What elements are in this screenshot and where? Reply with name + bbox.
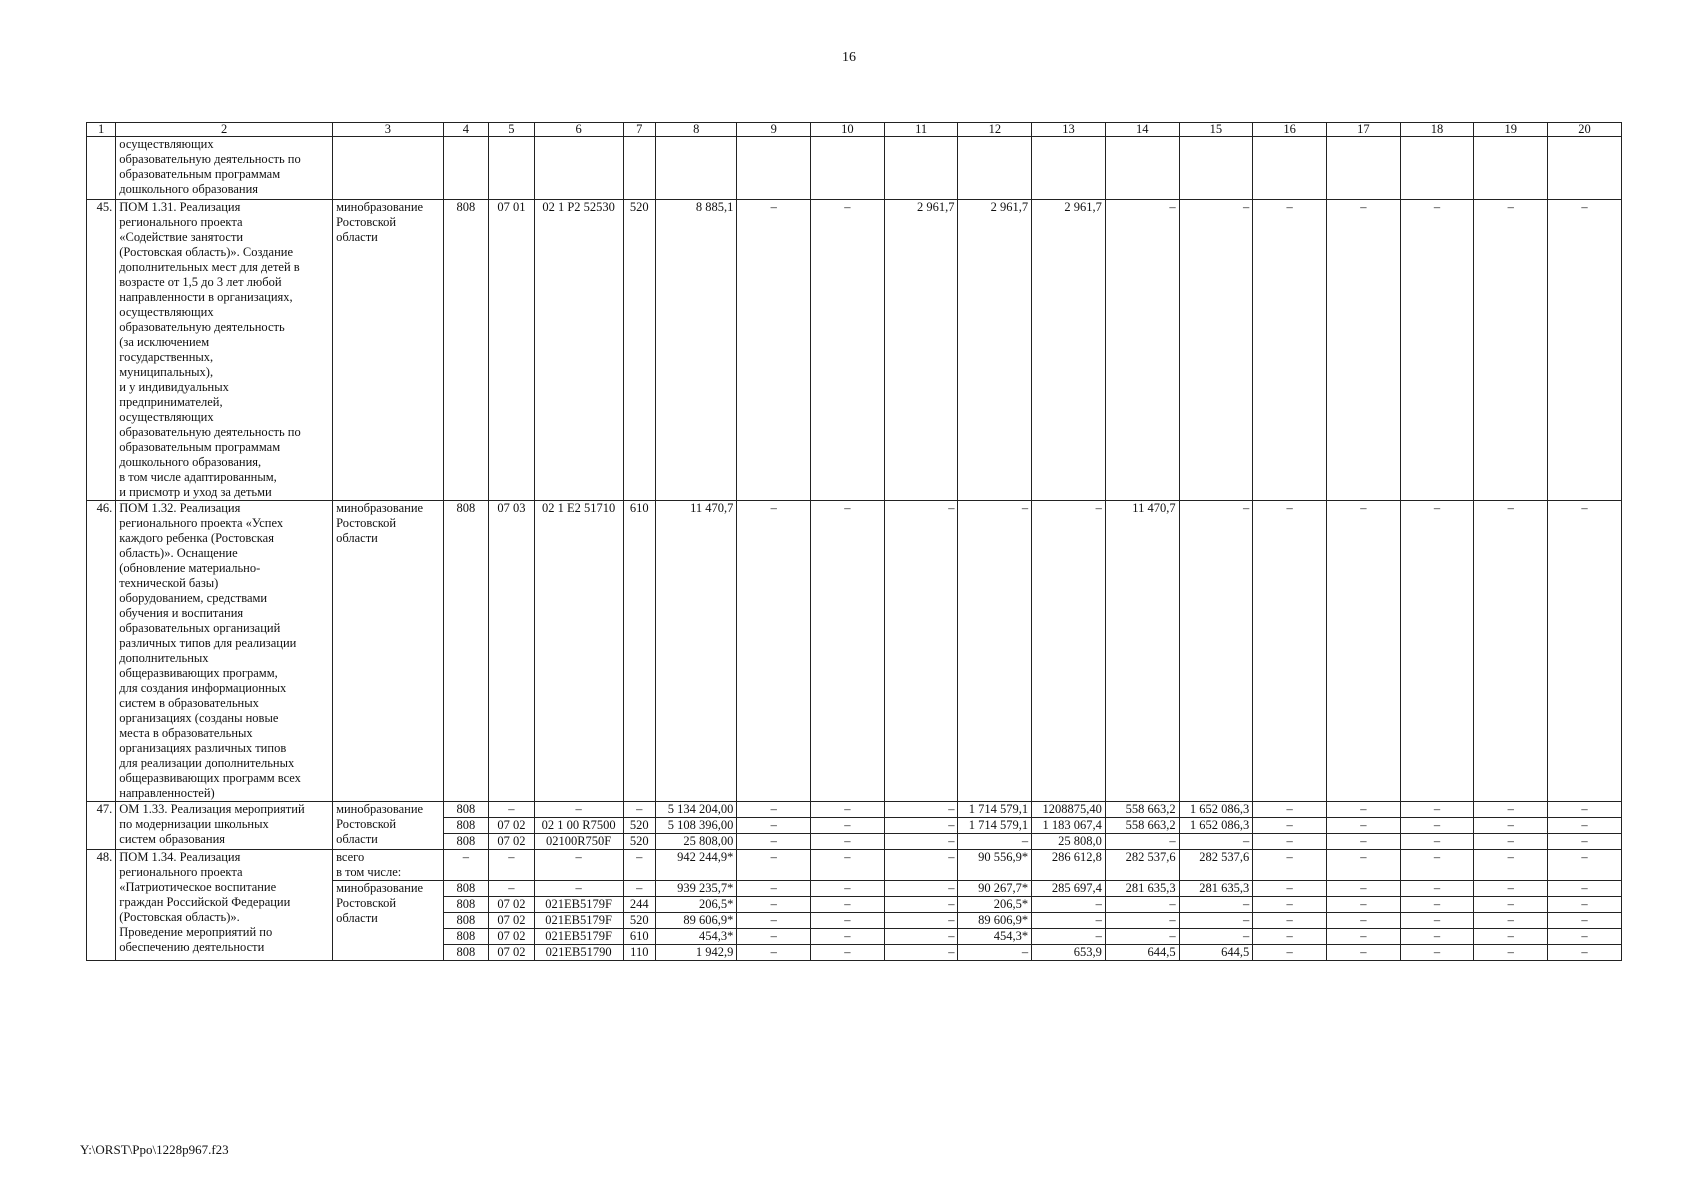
value-cell: – xyxy=(1179,897,1253,913)
value-cell: – xyxy=(1400,945,1474,961)
value-cell: – xyxy=(1474,834,1548,850)
column-number: 4 xyxy=(443,123,489,137)
value-cell: – xyxy=(1400,897,1474,913)
value-cell: – xyxy=(623,850,656,881)
value-cell: 5 108 396,00 xyxy=(656,818,737,834)
value-cell: – xyxy=(1474,881,1548,897)
column-number: 6 xyxy=(534,123,623,137)
value-cell: 021EB5179F xyxy=(534,897,623,913)
value-cell: – xyxy=(1253,834,1327,850)
table-row xyxy=(87,850,1622,881)
value-cell: – xyxy=(958,945,1032,961)
executor: минобразование Ростовской области xyxy=(333,802,444,850)
value-cell: – xyxy=(1326,818,1400,834)
value-cell: 07 01 xyxy=(489,200,535,501)
value-cell: 90 267,7* xyxy=(958,881,1032,897)
value-cell: – xyxy=(1548,501,1622,802)
value-cell: 281 635,3 xyxy=(1105,881,1179,897)
value-cell: – xyxy=(1474,818,1548,834)
value-cell: – xyxy=(489,850,535,881)
value-cell: – xyxy=(489,802,535,818)
column-number: 18 xyxy=(1400,123,1474,137)
value-cell: – xyxy=(811,818,885,834)
value-cell: – xyxy=(884,897,958,913)
value-cell: – xyxy=(737,850,811,881)
row-number xyxy=(87,137,116,200)
value-cell: – xyxy=(1105,834,1179,850)
value-cell: – xyxy=(737,913,811,929)
value-cell: 1 652 086,3 xyxy=(1179,818,1253,834)
value-cell: – xyxy=(489,881,535,897)
table-cell xyxy=(1326,137,1400,200)
table-row xyxy=(87,802,1622,818)
value-cell: – xyxy=(1548,913,1622,929)
value-cell: – xyxy=(1548,818,1622,834)
value-cell: 5 134 204,00 xyxy=(656,802,737,818)
column-number: 3 xyxy=(333,123,444,137)
value-cell: 02 1 E2 51710 xyxy=(534,501,623,802)
value-cell: 110 xyxy=(623,945,656,961)
value-cell: 1 652 086,3 xyxy=(1179,802,1253,818)
value-cell: – xyxy=(1548,945,1622,961)
value-cell: 90 556,9* xyxy=(958,850,1032,881)
value-cell: 02 1 00 R7500 xyxy=(534,818,623,834)
measure-name: ПОМ 1.31. Реализация регионального проекта «Содействие занятости (Ростовская область)». Создание дополнительных мест для детей в возрасте от 1,5 до 3 лет любой направленности в организациях, осуществляющих образовательную деятельность (за исключением государственных, муниципальных), и у индивидуальных предпринимателей, осуществляющих образовательную деятельность по образовательным программам дошкольного образования, в том числе адаптированным, и присмотр и уход за детьми xyxy=(116,200,333,501)
value-cell: 286 612,8 xyxy=(1032,850,1106,881)
table-cell xyxy=(1474,137,1548,200)
value-cell: – xyxy=(1474,802,1548,818)
value-cell: 8 885,1 xyxy=(656,200,737,501)
value-cell: 808 xyxy=(443,818,489,834)
table-cell xyxy=(737,137,811,200)
column-number: 20 xyxy=(1548,123,1622,137)
value-cell: – xyxy=(884,802,958,818)
value-cell: – xyxy=(1548,802,1622,818)
value-cell: – xyxy=(737,818,811,834)
value-cell: 808 xyxy=(443,945,489,961)
value-cell: – xyxy=(1253,945,1327,961)
value-cell: – xyxy=(1253,897,1327,913)
value-cell: 808 xyxy=(443,897,489,913)
value-cell: – xyxy=(884,913,958,929)
value-cell: – xyxy=(811,850,885,881)
column-number: 10 xyxy=(811,123,885,137)
value-cell: 89 606,9* xyxy=(958,913,1032,929)
value-cell: 206,5* xyxy=(656,897,737,913)
value-cell: – xyxy=(623,802,656,818)
value-cell: – xyxy=(811,834,885,850)
value-cell: – xyxy=(1400,200,1474,501)
value-cell: – xyxy=(884,945,958,961)
executor: минобразование Ростовской области xyxy=(333,200,444,501)
column-number: 11 xyxy=(884,123,958,137)
value-cell: – xyxy=(1548,897,1622,913)
value-cell: 520 xyxy=(623,913,656,929)
value-cell: – xyxy=(1105,200,1179,501)
value-cell: – xyxy=(1253,501,1327,802)
value-cell: – xyxy=(811,913,885,929)
value-cell: 520 xyxy=(623,200,656,501)
column-number: 19 xyxy=(1474,123,1548,137)
value-cell: 644,5 xyxy=(1105,945,1179,961)
value-cell: – xyxy=(1400,802,1474,818)
value-cell: – xyxy=(1474,929,1548,945)
value-cell: – xyxy=(1326,945,1400,961)
value-cell: 644,5 xyxy=(1179,945,1253,961)
value-cell: – xyxy=(1032,913,1106,929)
column-number-header xyxy=(87,123,1622,137)
value-cell: 07 02 xyxy=(489,945,535,961)
table-cell xyxy=(489,137,535,200)
value-cell: – xyxy=(737,881,811,897)
value-cell: 07 02 xyxy=(489,834,535,850)
value-cell: 520 xyxy=(623,834,656,850)
value-cell: – xyxy=(737,929,811,945)
value-cell: – xyxy=(1548,929,1622,945)
value-cell: – xyxy=(1474,945,1548,961)
value-cell: – xyxy=(884,881,958,897)
value-cell: 282 537,6 xyxy=(1105,850,1179,881)
value-cell: – xyxy=(443,850,489,881)
value-cell: 520 xyxy=(623,818,656,834)
table-row xyxy=(87,137,1622,200)
value-cell: – xyxy=(884,834,958,850)
value-cell: – xyxy=(1400,818,1474,834)
executor: минобразование Ростовской области xyxy=(333,501,444,802)
table-cell xyxy=(1548,137,1622,200)
value-cell: 610 xyxy=(623,501,656,802)
column-number: 17 xyxy=(1326,123,1400,137)
value-cell: 244 xyxy=(623,897,656,913)
value-cell: – xyxy=(534,802,623,818)
value-cell: – xyxy=(1032,929,1106,945)
table-cell xyxy=(884,137,958,200)
value-cell: 021EB51790 xyxy=(534,945,623,961)
value-cell: – xyxy=(1105,913,1179,929)
value-cell: – xyxy=(1548,850,1622,881)
row-number: 45. xyxy=(87,200,116,501)
value-cell: – xyxy=(1105,929,1179,945)
value-cell: 1 183 067,4 xyxy=(1032,818,1106,834)
table-cell xyxy=(623,137,656,200)
table-cell xyxy=(656,137,737,200)
value-cell: – xyxy=(1253,881,1327,897)
value-cell: 808 xyxy=(443,929,489,945)
value-cell: – xyxy=(1032,501,1106,802)
table-cell xyxy=(1253,137,1327,200)
table-cell xyxy=(811,137,885,200)
value-cell: 1 714 579,1 xyxy=(958,802,1032,818)
column-number: 9 xyxy=(737,123,811,137)
value-cell: – xyxy=(1474,850,1548,881)
value-cell: – xyxy=(958,834,1032,850)
table-cell xyxy=(958,137,1032,200)
value-cell: 89 606,9* xyxy=(656,913,737,929)
value-cell: – xyxy=(1400,850,1474,881)
executor-total: всего в том числе: xyxy=(333,850,444,881)
value-cell: – xyxy=(534,881,623,897)
value-cell: – xyxy=(1253,850,1327,881)
table-cell xyxy=(1179,137,1253,200)
value-cell: 281 635,3 xyxy=(1179,881,1253,897)
value-cell: – xyxy=(1400,913,1474,929)
value-cell: 558 663,2 xyxy=(1105,818,1179,834)
value-cell: 1 942,9 xyxy=(656,945,737,961)
value-cell: 11 470,7 xyxy=(1105,501,1179,802)
column-number: 16 xyxy=(1253,123,1327,137)
value-cell: 07 02 xyxy=(489,913,535,929)
value-cell: 808 xyxy=(443,834,489,850)
value-cell: 021EB5179F xyxy=(534,929,623,945)
table-cell xyxy=(1032,137,1106,200)
value-cell: 07 02 xyxy=(489,818,535,834)
value-cell: – xyxy=(1548,200,1622,501)
value-cell: 610 xyxy=(623,929,656,945)
column-number: 14 xyxy=(1105,123,1179,137)
value-cell: – xyxy=(1032,897,1106,913)
value-cell: – xyxy=(884,501,958,802)
value-cell: – xyxy=(1400,929,1474,945)
value-cell: – xyxy=(1400,834,1474,850)
value-cell: – xyxy=(811,929,885,945)
value-cell: – xyxy=(811,200,885,501)
table-cell xyxy=(1105,137,1179,200)
column-number: 12 xyxy=(958,123,1032,137)
value-cell: 808 xyxy=(443,200,489,501)
measure-name: осуществляющих образовательную деятельность по образовательным программам дошкольного образования xyxy=(116,137,333,200)
value-cell: 285 697,4 xyxy=(1032,881,1106,897)
value-cell: – xyxy=(1179,929,1253,945)
value-cell: – xyxy=(1179,834,1253,850)
value-cell: 282 537,6 xyxy=(1179,850,1253,881)
page-number: 16 xyxy=(842,50,856,65)
value-cell: – xyxy=(1326,200,1400,501)
value-cell: – xyxy=(1253,818,1327,834)
row-number: 46. xyxy=(87,501,116,802)
value-cell: – xyxy=(811,501,885,802)
column-number: 7 xyxy=(623,123,656,137)
table-cell xyxy=(443,137,489,200)
value-cell: – xyxy=(1326,501,1400,802)
column-number: 8 xyxy=(656,123,737,137)
value-cell: 808 xyxy=(443,802,489,818)
value-cell: – xyxy=(884,929,958,945)
value-cell: – xyxy=(1326,913,1400,929)
value-cell: 02100R750F xyxy=(534,834,623,850)
value-cell: – xyxy=(958,501,1032,802)
value-cell: 2 961,7 xyxy=(884,200,958,501)
value-cell: – xyxy=(811,897,885,913)
value-cell: – xyxy=(1548,834,1622,850)
value-cell: 2 961,7 xyxy=(1032,200,1106,501)
measure-name: ПОМ 1.32. Реализация регионального проекта «Успех каждого ребенка (Ростовская область)». Оснащение (обновление материально- технической базы) оборудованием, средствами обучения и воспитания образовательных организаций различных типов для реализации дополнительных общеразвивающих программ, для создания информационных систем в образовательных организациях (созданы новые места в образовательных организациях различных типов для реализации дополнительных общеразвивающих программ всех направленностей) xyxy=(116,501,333,802)
value-cell: 1208875,40 xyxy=(1032,802,1106,818)
value-cell: – xyxy=(811,802,885,818)
value-cell: – xyxy=(737,802,811,818)
value-cell: 808 xyxy=(443,501,489,802)
value-cell: 021EB5179F xyxy=(534,913,623,929)
value-cell: 808 xyxy=(443,913,489,929)
value-cell: – xyxy=(811,945,885,961)
value-cell: – xyxy=(1326,834,1400,850)
table-cell xyxy=(1400,137,1474,200)
column-number: 13 xyxy=(1032,123,1106,137)
value-cell: – xyxy=(1253,913,1327,929)
measure-name: ПОМ 1.34. Реализация регионального проекта «Патриотическое воспитание граждан Российской Федерации (Ростовская область)». Проведение мероприятий по обеспечению деятельности xyxy=(116,850,333,961)
value-cell: 653,9 xyxy=(1032,945,1106,961)
value-cell: 206,5* xyxy=(958,897,1032,913)
value-cell: 454,3* xyxy=(958,929,1032,945)
table-row xyxy=(87,200,1622,501)
value-cell: – xyxy=(884,818,958,834)
value-cell: 07 02 xyxy=(489,929,535,945)
value-cell: – xyxy=(1105,897,1179,913)
value-cell: – xyxy=(1179,913,1253,929)
value-cell: – xyxy=(1400,881,1474,897)
value-cell: – xyxy=(884,850,958,881)
value-cell: 25 808,00 xyxy=(656,834,737,850)
value-cell: – xyxy=(737,501,811,802)
value-cell: – xyxy=(1326,897,1400,913)
value-cell: – xyxy=(1474,897,1548,913)
value-cell: – xyxy=(1253,929,1327,945)
value-cell: 2 961,7 xyxy=(958,200,1032,501)
value-cell: 939 235,7* xyxy=(656,881,737,897)
value-cell: – xyxy=(737,200,811,501)
value-cell: 25 808,0 xyxy=(1032,834,1106,850)
value-cell: – xyxy=(1474,913,1548,929)
table-cell xyxy=(534,137,623,200)
executor: минобразование Ростовской области xyxy=(333,881,444,961)
value-cell: 1 714 579,1 xyxy=(958,818,1032,834)
value-cell: 11 470,7 xyxy=(656,501,737,802)
value-cell: – xyxy=(811,881,885,897)
value-cell: – xyxy=(1179,200,1253,501)
column-number: 5 xyxy=(489,123,535,137)
value-cell: – xyxy=(1326,850,1400,881)
table-row xyxy=(87,501,1622,802)
budget-table xyxy=(86,122,1622,961)
measure-name: ОМ 1.33. Реализация мероприятий по модернизации школьных систем образования xyxy=(116,802,333,850)
value-cell: 942 244,9* xyxy=(656,850,737,881)
value-cell: – xyxy=(534,850,623,881)
column-number: 2 xyxy=(116,123,333,137)
table-cell xyxy=(333,137,444,200)
column-number: 1 xyxy=(87,123,116,137)
value-cell: 02 1 P2 52530 xyxy=(534,200,623,501)
file-path-footer: Y:\ORST\Ppo\1228p967.f23 xyxy=(80,1142,229,1157)
value-cell: – xyxy=(1474,501,1548,802)
value-cell: – xyxy=(737,834,811,850)
value-cell: 07 03 xyxy=(489,501,535,802)
value-cell: – xyxy=(737,897,811,913)
value-cell: – xyxy=(1253,200,1327,501)
value-cell: 558 663,2 xyxy=(1105,802,1179,818)
value-cell: – xyxy=(1548,881,1622,897)
value-cell: 454,3* xyxy=(656,929,737,945)
value-cell: – xyxy=(623,881,656,897)
row-number: 48. xyxy=(87,850,116,961)
column-number: 15 xyxy=(1179,123,1253,137)
value-cell: – xyxy=(1400,501,1474,802)
value-cell: 808 xyxy=(443,881,489,897)
value-cell: – xyxy=(1474,200,1548,501)
value-cell: – xyxy=(1326,802,1400,818)
value-cell: – xyxy=(1326,929,1400,945)
value-cell: – xyxy=(1253,802,1327,818)
value-cell: 07 02 xyxy=(489,897,535,913)
value-cell: – xyxy=(737,945,811,961)
row-number: 47. xyxy=(87,802,116,850)
value-cell: – xyxy=(1326,881,1400,897)
value-cell: – xyxy=(1179,501,1253,802)
